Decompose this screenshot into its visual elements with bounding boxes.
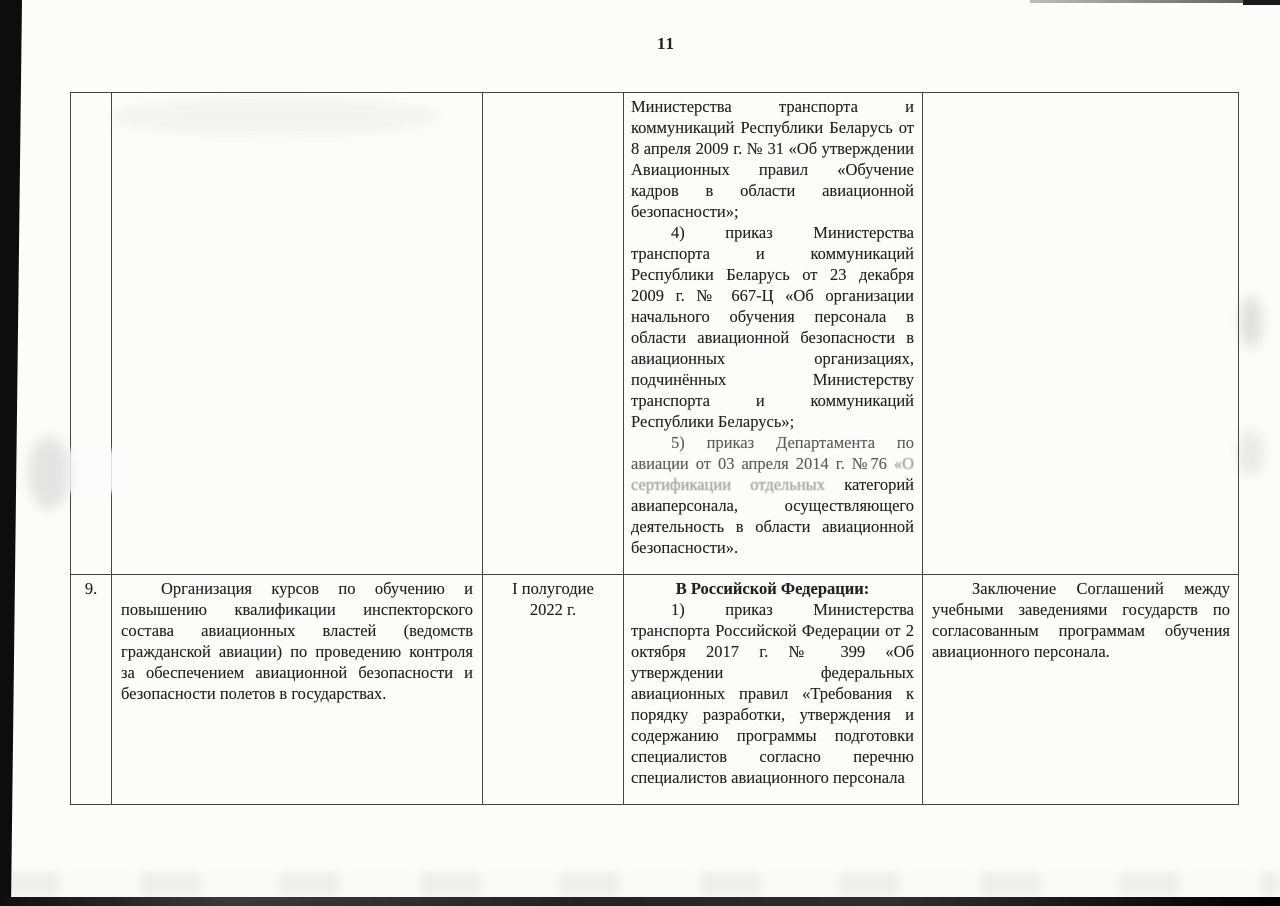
legal-heading: В Российской Федерации: <box>675 579 870 598</box>
faded-text-heavy: «О сертификации отдельных <box>631 454 914 494</box>
page-number: 11 <box>656 34 676 53</box>
cell-result-continuation <box>923 93 1239 575</box>
legal-text: категорий авиаперсонала, осуществляющего деятельность в области авиационной безопасности». <box>631 475 914 557</box>
cell-activity-continuation <box>112 93 483 575</box>
cell-period-continuation <box>483 93 624 575</box>
scan-bottom-haze <box>0 872 1280 896</box>
cell-row-number-continuation <box>71 93 112 575</box>
faded-text-light: 5) приказ Департамента по авиации от 03 апреля 2014 г. №76 <box>631 433 914 473</box>
scan-smudge <box>110 98 440 136</box>
activity-paragraph: Организация курсов по обучению и повышению квалификации инспекторского состава авиационных властей (ведомств гражданской авиации) по проведению контроля за обеспечением авиационной безопасности и безопасности полетов в государствах. <box>121 579 473 703</box>
cell-legal-basis <box>624 575 923 805</box>
cell-row-number: 9. <box>71 575 112 805</box>
legal-paragraph: 1) приказ Министерства транспорта Российской Федерации от 2 октября 2017 г. № 399 «Об утверждении федеральных авиационных правил «Требования к порядку разработки, утверждения и содержанию программы подготовки специалистов согласно перечню специалистов авиационного персонала <box>631 600 914 787</box>
legal-paragraph: Министерства транспорта и коммуникаций Республики Беларусь от 8 апреля 2009 г. № 31 «Об утверждении Авиационных правил «Обучение кадров в области авиационной безопасности»; <box>631 97 914 221</box>
cell-activity <box>112 575 483 805</box>
scan-edge-top-right-corner <box>1243 0 1280 5</box>
scan-smudge <box>28 436 70 510</box>
result-paragraph: Заключение Соглашений между учебными заведениями государств по согласованным программам обучения авиационного персонала. <box>932 579 1230 661</box>
scan-edge-left-strip <box>0 0 26 906</box>
cell-result <box>923 575 1239 805</box>
cell-legal-basis-continuation <box>624 93 923 575</box>
legal-paragraph: 4) приказ Министерства транспорта и коммуникаций Республики Беларусь от 23 декабря 2009 г. № 667-Ц «Об организации начального обучения персонала в области авиационной безопасности в авиационных организациях, подчинённых Министерству транспорта и коммуникаций Республики Беларусь»; <box>631 223 914 431</box>
scan-smudge <box>1240 296 1262 348</box>
period-line-1: I полугодие <box>512 579 594 598</box>
cell-period <box>483 575 624 805</box>
training-plan-table <box>70 92 1239 805</box>
period-line-2: 2022 г. <box>529 600 577 619</box>
legal-paragraph-faded <box>631 432 914 558</box>
scan-edge-bottom-band <box>0 897 1280 906</box>
scan-smudge <box>1238 430 1264 476</box>
